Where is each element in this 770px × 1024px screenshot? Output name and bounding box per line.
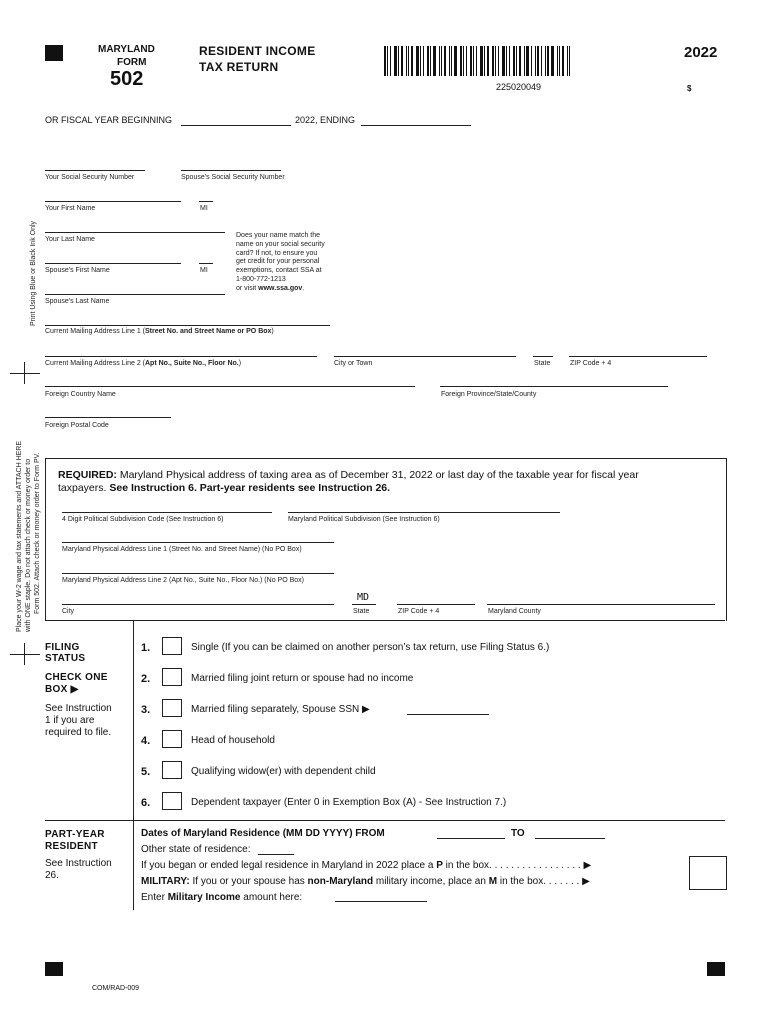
spouse-last-name-field[interactable] (45, 294, 225, 295)
part-year-box-instruction: If you began or ended legal residence in Maryland in 2022 place a P in the box. . . . . . . . . . . . . . . . . ▶ (141, 860, 592, 871)
crop-mark (24, 362, 25, 384)
barcode-bar (551, 46, 554, 76)
subdivision-code-field[interactable] (62, 512, 272, 513)
state-label-mailing: State (534, 360, 551, 367)
barcode-bar (495, 46, 496, 76)
physical-address-line2-label: Maryland Physical Address Line 2 (Apt No., Suite No., Floor No.) (No PO Box) (62, 577, 304, 584)
barcode-bar (513, 46, 515, 76)
zip-label: ZIP Code + 4 (570, 360, 612, 367)
barcode-bar (441, 46, 442, 76)
barcode-bar (473, 46, 474, 76)
barcode-bar (384, 46, 386, 76)
barcode-bar (387, 46, 388, 76)
barcode-bar (454, 46, 457, 76)
filing-option-label: Married filing separately, Spouse SSN ▶ (191, 704, 370, 715)
part-year-instruction-line1: See Instruction (45, 858, 112, 869)
subdivision-code-label: 4 Digit Political Subdivision Code (See Instruction 6) (62, 516, 224, 523)
section-divider (45, 820, 725, 821)
ssa-website: www.ssa.gov (258, 284, 303, 292)
barcode-bar (526, 46, 529, 76)
ssn-label: Your Social Security Number (45, 174, 135, 181)
military-income-label: Enter Military Income amount here: (141, 892, 303, 903)
crop-mark (24, 643, 25, 665)
filing-option-label: Dependent taxpayer (Enter 0 in Exemption Box (A) - See Instruction 7.) (191, 797, 507, 808)
barcode-bar (411, 46, 413, 76)
barcode-bar (480, 46, 483, 76)
barcode-bar (569, 46, 570, 76)
barcode-bar (541, 46, 542, 76)
barcode-bar (451, 46, 452, 76)
spouse-first-name-label: Spouse's First Name (45, 267, 110, 274)
barcode-bar (537, 46, 539, 76)
filing-option-number: 4. (141, 735, 151, 747)
physical-zip-label: ZIP Code + 4 (398, 608, 440, 615)
address-line1-label: Current Mailing Address Line 1 (Street No. and Street Name or PO Box) (45, 328, 274, 335)
middle-initial-label: MI (200, 205, 208, 212)
check-one-line2: BOX ▶ (45, 684, 79, 695)
physical-address-line1-field[interactable] (62, 542, 334, 543)
part-year-military-box[interactable] (689, 856, 727, 890)
spouse-middle-initial-label: MI (200, 267, 208, 274)
registration-mark-bottom-right (707, 962, 725, 976)
attach-instruction-line3: Form 502. Attach check or money order to Form PV. (34, 452, 41, 614)
barcode-bar (449, 46, 450, 76)
barcode-bar (509, 46, 510, 76)
filing-status-divider (133, 620, 134, 820)
filing-instruction-line1: See Instruction (45, 703, 112, 714)
part-year-divider (133, 820, 134, 910)
fiscal-year-end-field[interactable] (361, 125, 471, 126)
residence-to-label: TO (511, 828, 525, 839)
fiscal-year-ending-label: 2022, ENDING (295, 115, 356, 125)
barcode-bar (559, 46, 560, 76)
barcode-bar (562, 46, 564, 76)
military-instruction: MILITARY: If you or your spouse has non-Maryland military income, place an M in the box. . . . . . . ▶ (141, 876, 590, 887)
last-name-field[interactable] (45, 232, 225, 233)
zip-field[interactable] (569, 356, 707, 357)
foreign-postal-field[interactable] (45, 417, 171, 418)
physical-state-label: State (353, 608, 370, 615)
barcode-bar (416, 46, 419, 76)
filing-option-label: Single (If you can be claimed on another person’s tax return, use Filing Status 6.) (191, 642, 550, 653)
barcode-bar (498, 46, 499, 76)
filing-status-dependent-checkbox[interactable] (162, 792, 182, 810)
barcode-bar (484, 46, 485, 76)
barcode-bar (430, 46, 431, 76)
residence-to-field[interactable] (535, 838, 605, 839)
filing-option-number: 3. (141, 704, 151, 716)
military-income-field[interactable] (335, 901, 427, 902)
ssn-field[interactable] (45, 170, 145, 171)
address-line2-label: Current Mailing Address Line 2 (Apt No., Suite No., Floor No.) (45, 360, 242, 367)
spouse-last-name-label: Spouse's Last Name (45, 298, 110, 305)
residence-from-field[interactable] (437, 838, 505, 839)
political-subdivision-field[interactable] (288, 512, 560, 513)
ink-instruction: Print Using Blue or Black Ink Only (30, 220, 37, 326)
barcode-bar (567, 46, 568, 76)
filing-option-label: Qualifying widow(er) with dependent child (191, 766, 376, 777)
form-number: 502 (110, 68, 144, 90)
barcode-bar (524, 46, 525, 76)
part-year-title-line2: RESIDENT (45, 841, 98, 852)
foreign-postal-label: Foreign Postal Code (45, 422, 109, 429)
political-subdivision-label: Maryland Political Subdivision (See Instruction 6) (288, 516, 440, 523)
form-code: COM/RAD-009 (92, 985, 140, 992)
barcode-bar (506, 46, 507, 76)
physical-zip-field[interactable] (397, 604, 475, 605)
barcode-bar (502, 46, 505, 76)
barcode-bar (463, 46, 464, 76)
filing-instruction-line3: required to file. (45, 727, 112, 738)
part-year-instruction-line2: 26. (45, 870, 59, 881)
barcode-bar (394, 46, 397, 76)
filing-option-number: 6. (141, 797, 151, 809)
barcode-bar (439, 46, 440, 76)
filing-status-widow-checkbox[interactable] (162, 761, 182, 779)
barcode-bar (401, 46, 403, 76)
barcode-bar (420, 46, 421, 76)
spouse-first-name-field[interactable] (45, 263, 181, 264)
barcode-bar (470, 46, 472, 76)
crop-mark (10, 654, 40, 655)
first-name-field[interactable] (45, 201, 181, 202)
residence-dates-label: Dates of Maryland Residence (MM DD YYYY) FROM (141, 828, 385, 839)
barcode-bar (398, 46, 399, 76)
barcode-bar (519, 46, 521, 76)
first-name-label: Your First Name (45, 205, 96, 212)
filing-status-single-checkbox[interactable] (162, 637, 182, 655)
foreign-country-label: Foreign Country Name (45, 391, 116, 398)
physical-state-value: MD (357, 592, 370, 603)
address-line2-field[interactable] (45, 356, 317, 357)
barcode-bar (427, 46, 429, 76)
filing-option-number: 1. (141, 642, 151, 654)
other-state-label: Other state of residence: (141, 844, 251, 855)
barcode-bar (516, 46, 517, 76)
city-label: City or Town (334, 360, 373, 367)
state-field[interactable] (533, 356, 553, 357)
filing-status-separate-checkbox[interactable] (162, 699, 182, 717)
barcode-bar (547, 46, 549, 76)
foreign-province-label: Foreign Province/State/County (441, 391, 537, 398)
section-divider (45, 620, 725, 621)
middle-initial-field[interactable] (199, 201, 213, 202)
barcode-bar (408, 46, 409, 76)
barcode-bar (476, 46, 477, 76)
barcode-bar (406, 46, 407, 76)
physical-state-field[interactable] (352, 604, 376, 605)
tax-year: 2022 (684, 44, 718, 61)
form-title-line2: TAX RETURN (199, 60, 279, 74)
spouse-ssn-separate-field[interactable] (407, 714, 489, 715)
filing-status-head-of-household-checkbox[interactable] (162, 730, 182, 748)
barcode-bar (460, 46, 462, 76)
registration-mark-bottom-left (45, 962, 63, 976)
barcode-bar (466, 46, 467, 76)
fiscal-year-begin-field[interactable] (181, 125, 291, 126)
attach-instruction-line2: with ONE staple. Do not attach check or money order to (25, 458, 32, 632)
attach-instruction-line1: Place your W-2 wage and tax statements and ATTACH HERE (16, 440, 23, 632)
foreign-country-field[interactable] (45, 386, 415, 387)
registration-mark-top-left (45, 45, 63, 61)
last-name-label: Your Last Name (45, 236, 95, 243)
filing-option-label: Married filing joint return or spouse had no income (191, 673, 414, 684)
barcode-bar (433, 46, 436, 76)
filing-instruction-line2: 1 if you are (45, 715, 95, 726)
dollar-sign: $ (687, 84, 692, 93)
address-line1-field[interactable] (45, 325, 330, 326)
filing-status-title-line1: FILING (45, 642, 80, 653)
crop-mark (10, 373, 40, 374)
maryland-county-label: Maryland County (488, 608, 541, 615)
physical-city-label: City (62, 608, 75, 615)
barcode (384, 46, 572, 76)
fiscal-year-label: OR FISCAL YEAR BEGINNING (45, 115, 173, 125)
barcode-bar (545, 46, 546, 76)
physical-city-field[interactable] (62, 604, 334, 605)
barcode-number: 225020049 (496, 82, 542, 92)
barcode-bar (492, 46, 494, 76)
form-title-line1: RESIDENT INCOME (199, 44, 316, 58)
other-state-field[interactable] (258, 854, 294, 855)
barcode-bar (423, 46, 424, 76)
filing-option-label: Head of household (191, 735, 275, 746)
filing-option-number: 2. (141, 673, 151, 685)
filing-option-number: 5. (141, 766, 151, 778)
check-one-line1: CHECK ONE (45, 672, 108, 683)
barcode-bar (444, 46, 446, 76)
maryland-county-field[interactable] (487, 604, 715, 605)
filing-status-joint-checkbox[interactable] (162, 668, 182, 686)
barcode-bar (531, 46, 532, 76)
barcode-bar (557, 46, 558, 76)
spouse-middle-initial-field[interactable] (199, 263, 213, 264)
spouse-ssn-label: Spouse's Social Security Number (181, 174, 285, 181)
foreign-province-field[interactable] (440, 386, 668, 387)
barcode-bar (535, 46, 536, 76)
barcode-bar (487, 46, 489, 76)
required-heading: REQUIRED: Maryland Physical address of taxing area as of December 31, 2022 or last day of the taxable year for fiscal year taxpayers. See Instruction 6. Part-year residents see Instruction 26. (58, 469, 639, 494)
barcode-bar (390, 46, 391, 76)
filing-status-title-line2: STATUS (45, 653, 86, 664)
name-match-note: Does your name match the name on your social security card? If not, to ensure you get credit for your personal exemptions, contact SSA at 1-800-772-1213 or visit www.ssa.gov. (236, 232, 325, 292)
form-label: FORM (117, 57, 147, 68)
spouse-ssn-field[interactable] (181, 170, 281, 171)
state-label: MARYLAND (98, 44, 155, 55)
physical-address-line1-label: Maryland Physical Address Line 1 (Street No. and Street Name) (No PO Box) (62, 546, 302, 553)
part-year-title-line1: PART-YEAR (45, 829, 105, 840)
city-field[interactable] (334, 356, 516, 357)
physical-address-line2-field[interactable] (62, 573, 334, 574)
